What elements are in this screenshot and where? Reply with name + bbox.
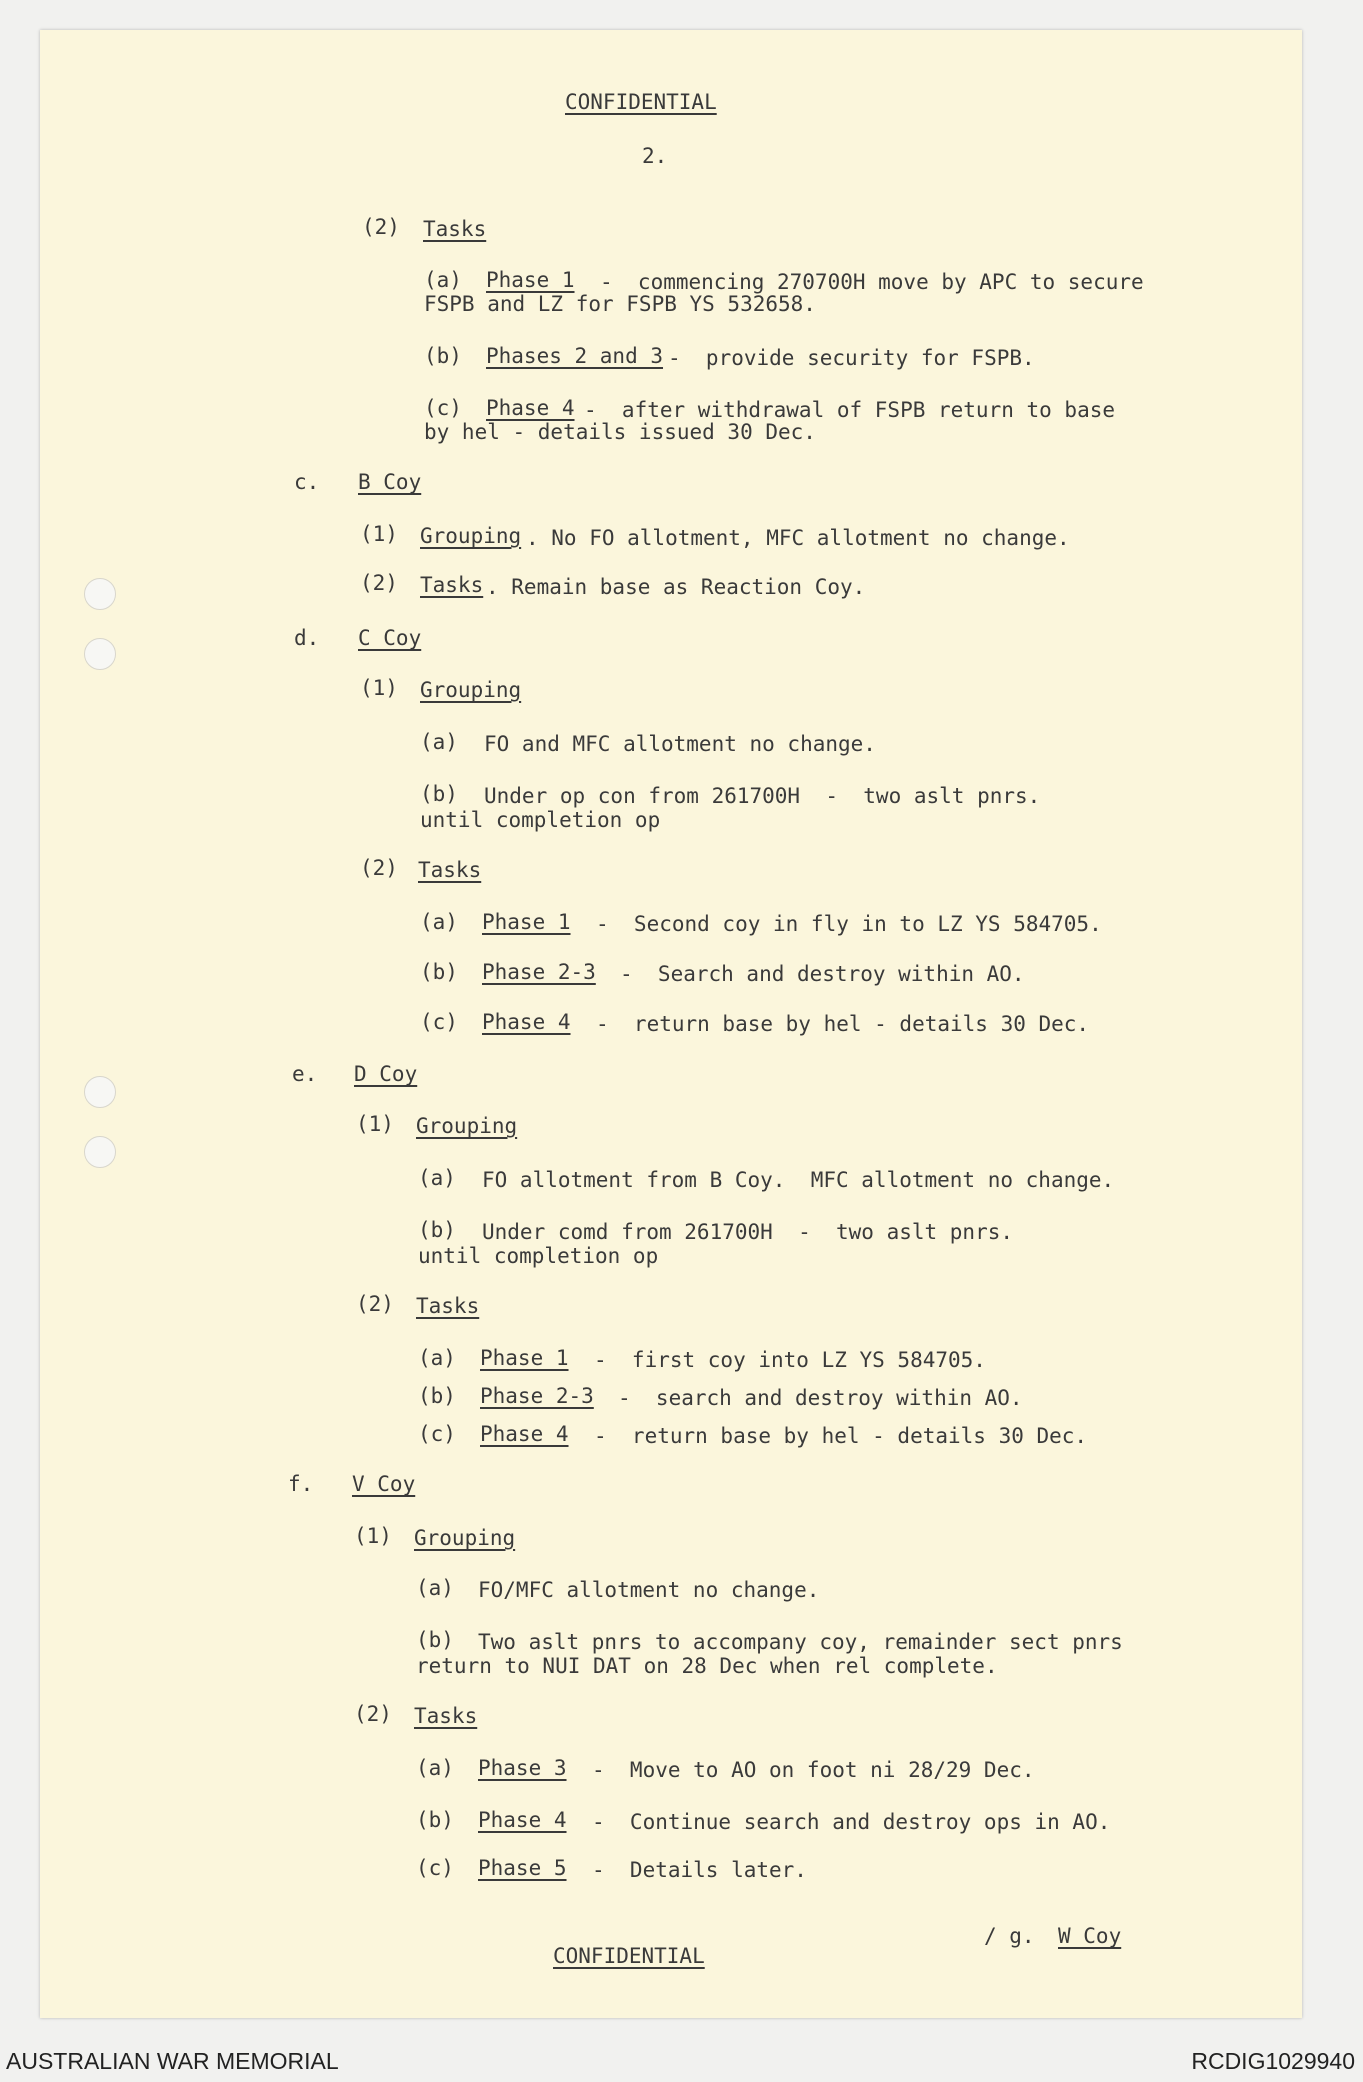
task-phase: Phase 4 xyxy=(486,396,575,420)
item-label: (b) xyxy=(416,1628,454,1652)
task-label: (b) xyxy=(416,1808,454,1832)
task-phase: Phase 5 xyxy=(478,1856,567,1880)
task-phase: Phase 4 xyxy=(480,1422,569,1446)
section-letter: e. xyxy=(292,1062,318,1086)
task-text: - Second coy in fly in to LZ YS 584705. xyxy=(596,912,1102,936)
task-text-cont: by hel - details issued 30 Dec. xyxy=(424,420,816,444)
task-phase: Phase 1 xyxy=(480,1346,569,1370)
task-phase: Phase 1 xyxy=(486,268,575,292)
task-text: - Move to AO on foot ni 28/29 Dec. xyxy=(592,1758,1035,1782)
section-title: V Coy xyxy=(352,1472,416,1496)
task-label: (a) xyxy=(420,910,458,934)
tasks-number: (2) xyxy=(360,856,398,880)
item-text: Under op con from 261700H - two aslt pnrs. xyxy=(484,784,1041,808)
task-label: (c) xyxy=(418,1422,456,1446)
item-text: FO allotment from B Coy. MFC allotment no change. xyxy=(482,1168,1115,1192)
item-text-cont: until completion op xyxy=(420,808,661,832)
task-label: (b) xyxy=(420,960,458,984)
item-text: FO and MFC allotment no change. xyxy=(484,732,876,756)
task-label: (a) xyxy=(424,268,462,292)
task-text: - return base by hel - details 30 Dec. xyxy=(594,1424,1088,1448)
tasks-number: (2) xyxy=(360,571,398,595)
tasks-heading: Tasks xyxy=(423,217,487,241)
item-text-cont: until completion op xyxy=(418,1244,659,1268)
tasks-number: (2) xyxy=(356,1292,394,1316)
task-label: (b) xyxy=(418,1384,456,1408)
grouping-heading: Grouping xyxy=(420,678,522,702)
item-label: (b) xyxy=(418,1218,456,1242)
task-text: - search and destroy within AO. xyxy=(618,1386,1023,1410)
task-text: - Search and destroy within AO. xyxy=(620,962,1025,986)
grouping-heading: Grouping xyxy=(416,1114,518,1138)
grouping-heading: Grouping xyxy=(414,1526,516,1550)
task-label: (c) xyxy=(416,1856,454,1880)
item-text: Two aslt pnrs to accompany coy, remainder sect pnrs xyxy=(478,1630,1123,1654)
punch-hole xyxy=(84,1136,116,1168)
punch-hole xyxy=(84,638,116,670)
tasks-text: . Remain base as Reaction Coy. xyxy=(486,575,866,599)
footer-classification: CONFIDENTIAL xyxy=(553,1944,705,1968)
task-label: (a) xyxy=(418,1346,456,1370)
tasks-number: (2) xyxy=(362,215,400,239)
task-label: (b) xyxy=(424,344,462,368)
section-letter: c. xyxy=(294,470,320,494)
task-phase: Phase 3 xyxy=(478,1756,567,1780)
task-text: - return base by hel - details 30 Dec. xyxy=(596,1012,1090,1036)
document-page xyxy=(40,30,1302,2018)
tasks-number: (2) xyxy=(354,1702,392,1726)
grouping-number: (1) xyxy=(354,1524,392,1548)
tasks-heading: Tasks xyxy=(420,573,484,597)
task-text: - provide security for FSPB. xyxy=(668,346,1035,370)
section-title: D Coy xyxy=(354,1062,418,1086)
section-letter: d. xyxy=(294,626,320,650)
task-label: (c) xyxy=(424,396,462,420)
archive-reference: RCDIG1029940 xyxy=(1191,2048,1355,2074)
tasks-heading: Tasks xyxy=(418,858,482,882)
tasks-heading: Tasks xyxy=(414,1704,478,1728)
grouping-text: . No FO allotment, MFC allotment no change. xyxy=(526,526,1070,550)
next-page-indicator: / g. xyxy=(984,1924,1048,1948)
item-text: FO/MFC allotment no change. xyxy=(478,1578,820,1602)
task-text: - after withdrawal of FSPB return to base xyxy=(584,398,1116,422)
grouping-number: (1) xyxy=(360,676,398,700)
task-phase: Phases 2 and 3 xyxy=(486,344,664,368)
item-label: (a) xyxy=(416,1576,454,1600)
grouping-heading: Grouping xyxy=(420,524,522,548)
task-text: - Details later. xyxy=(592,1858,807,1882)
task-label: (a) xyxy=(416,1756,454,1780)
section-title: B Coy xyxy=(358,470,422,494)
task-phase: Phase 2-3 xyxy=(482,960,596,984)
archive-source-label: AUSTRALIAN WAR MEMORIAL xyxy=(6,2048,339,2074)
grouping-number: (1) xyxy=(360,522,398,546)
task-phase: Phase 4 xyxy=(478,1808,567,1832)
item-label: (a) xyxy=(420,730,458,754)
task-phase: Phase 4 xyxy=(482,1010,571,1034)
item-label: (b) xyxy=(420,782,458,806)
punch-hole xyxy=(84,578,116,610)
task-text: - Continue search and destroy ops in AO. xyxy=(592,1810,1111,1834)
header-classification: CONFIDENTIAL xyxy=(565,90,717,114)
next-page-ref: W Coy xyxy=(1058,1924,1122,1948)
page-number: 2. xyxy=(642,144,668,168)
task-text-cont: FSPB and LZ for FSPB YS 532658. xyxy=(424,292,816,316)
section-title: C Coy xyxy=(358,626,422,650)
grouping-number: (1) xyxy=(356,1112,394,1136)
item-text-cont: return to NUI DAT on 28 Dec when rel complete. xyxy=(416,1654,998,1678)
item-label: (a) xyxy=(418,1166,456,1190)
item-text: Under comd from 261700H - two aslt pnrs. xyxy=(482,1220,1014,1244)
task-text: - first coy into LZ YS 584705. xyxy=(594,1348,986,1372)
tasks-heading: Tasks xyxy=(416,1294,480,1318)
task-label: (c) xyxy=(420,1010,458,1034)
punch-hole xyxy=(84,1076,116,1108)
section-letter: f. xyxy=(288,1472,314,1496)
task-text: - commencing 270700H move by APC to secure xyxy=(600,270,1144,294)
task-phase: Phase 1 xyxy=(482,910,571,934)
task-phase: Phase 2-3 xyxy=(480,1384,594,1408)
